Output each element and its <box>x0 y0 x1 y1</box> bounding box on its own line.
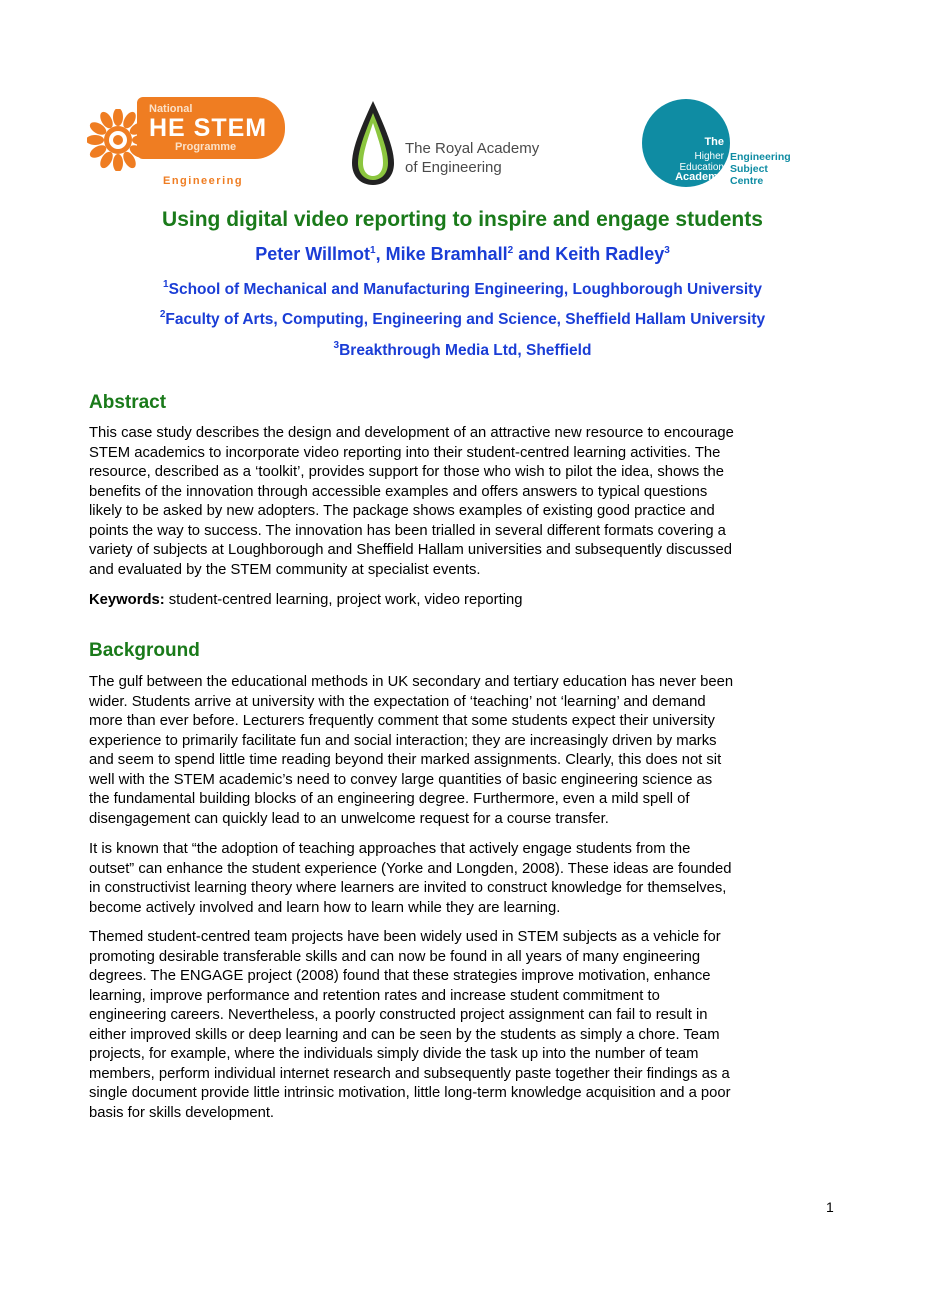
text-line: single document provide little intrinsic motivation, little long-term knowledge acquisition and a poor <box>89 1085 731 1101</box>
text-line: variety of subjects at Loughborough and Sheffield Hallam universities and subsequently discussed <box>89 542 732 558</box>
royal-academy-logo <box>350 99 550 189</box>
affiliation-3 <box>0 342 925 360</box>
text-line: Themed student-centred team projects have been widely used in STEM subjects as a vehicle for <box>89 929 721 945</box>
background-paragraph-1 <box>89 673 849 829</box>
text-line: basis for skills development. <box>89 1104 275 1121</box>
author-1-sup: 1 <box>370 245 376 256</box>
author-line <box>0 244 925 265</box>
hea-circle-line2: Higher <box>694 151 724 162</box>
text-line: and evaluated by the STEM community at specialist events. <box>89 561 481 578</box>
affiliation-2 <box>0 311 925 329</box>
he-stem-line1: National <box>149 103 193 115</box>
background-paragraph-2 <box>89 840 849 918</box>
he-stem-badge <box>137 97 285 159</box>
he-stem-line3: Programme <box>175 141 237 153</box>
author-2: , Mike Bramhall <box>375 244 508 264</box>
text-line: outset” can enhance the student experience (Yorke and Longden, 2008). These ideas are founded <box>89 860 732 877</box>
hea-subject-centre-text <box>730 151 791 187</box>
hea-circle-line3: Education <box>679 162 724 173</box>
keywords-text: student-centred learning, project work, video reporting <box>164 592 523 608</box>
text-line: in constructivist learning theory where learners are invited to construct knowledge for themselves, <box>89 880 727 896</box>
affiliation-1 <box>0 281 925 299</box>
text-line: STEM academics to incorporate video reporting into their student-centred learning activities. The <box>89 444 721 461</box>
text-line: likely to be asked by new adopters. The package shows examples of existing good practice and <box>89 503 715 519</box>
text-line: disengagement can quickly lead to an unwelcome request for a course transfer. <box>89 810 609 827</box>
keywords-label: Keywords: <box>89 592 165 608</box>
text-line: degrees. The ENGAGE project (2008) found that these strategies improve motivation, enhance <box>89 968 711 984</box>
abstract-paragraph <box>89 424 849 580</box>
author-2-sup: 2 <box>507 245 514 256</box>
affiliation-2-sup: 2 <box>159 309 166 320</box>
text-line: promoting desirable transferable skills and can now be found in all years of many engineering <box>89 948 701 965</box>
text-line: wider. Students arrive at university with the expectation of ‘teaching’ not ‘learning’ and demand <box>89 693 706 710</box>
text-line: experience to primarily facilitate fun and social interaction; they are increasingly driven by marks <box>89 732 717 749</box>
hea-right-line2: Subject <box>730 163 768 175</box>
author-3-sup: 3 <box>664 245 670 256</box>
text-line: points the way to success. The innovation has been trialled in several different formats covering a <box>89 522 726 539</box>
background-heading: Background <box>89 640 200 661</box>
hea-right-line3: Centre <box>730 175 764 187</box>
keywords-line <box>89 591 849 611</box>
affiliation-3-text: Breakthrough Media Ltd, Sheffield <box>339 342 592 359</box>
header-logos <box>0 95 925 195</box>
text-line: The gulf between the educational methods in UK secondary and tertiary education has never been <box>89 674 734 690</box>
hea-engineering-logo <box>642 99 802 191</box>
page-number: 1 <box>826 1199 834 1215</box>
text-line: resource, described as a ‘toolkit’, provides support for those who wish to pilot the idea, shows the <box>89 464 724 480</box>
text-line: either improved skills or deep learning and can be seen by the students as simply a chore. Team <box>89 1026 720 1043</box>
he-stem-line2: HE STEM <box>149 114 268 142</box>
royal-academy-line1: The Royal Academy <box>405 140 540 157</box>
background-paragraph-3 <box>89 928 849 1123</box>
paper-title: Using digital video reporting to inspire and engage students <box>162 208 763 231</box>
he-stem-line4: Engineering <box>163 175 244 187</box>
text-line: This case study describes the design and development of an attractive new resource to encourage <box>89 425 734 441</box>
text-line: benefits of the innovation through accessible examples and offers answers to typical questions <box>89 483 708 500</box>
text-line: projects, for example, where the individuals simply divide the task up into the number of team <box>89 1046 699 1062</box>
text-line: and seem to spend little time reading beyond their marked assignments. Clearly, this does not sit <box>89 752 722 768</box>
affiliation-3-sup: 3 <box>333 340 340 351</box>
text-line: engineering careers. Nevertheless, a poorly constructed project assignment can fail to result in <box>89 1007 708 1023</box>
text-line: well with the STEM academic’s need to convey large quantities of basic engineering science as <box>89 771 713 788</box>
hea-circle-line1: The <box>704 136 724 148</box>
affiliation-1-text: School of Mechanical and Manufacturing Engineering, Loughborough University <box>168 281 762 298</box>
text-line: become actively involved and learn how to learn while they are learning. <box>89 899 561 916</box>
royal-academy-line2: of Engineering <box>405 159 502 176</box>
text-line: learning, improve performance and retention rates and increase student commitment to <box>89 987 660 1004</box>
text-line: It is known that “the adoption of teaching approaches that actively engage students from the <box>89 841 691 857</box>
author-1: Peter Willmot <box>255 244 371 264</box>
he-stem-logo <box>87 97 287 189</box>
affiliation-2-text: Faculty of Arts, Computing, Engineering and Science, Sheffield Hallam University <box>165 311 766 328</box>
text-line: the fundamental building blocks of an engineering degree. Furthermore, even a mild spell of <box>89 791 690 807</box>
royal-academy-text <box>405 139 539 177</box>
affiliation-1-sup: 1 <box>163 279 169 290</box>
hea-circle-line4: Academy <box>675 171 724 183</box>
author-3: and Keith Radley <box>513 244 665 264</box>
hea-right-line1: Engineering <box>730 151 791 163</box>
text-line: more than ever before. Lecturers frequently comment that some students expect their university <box>89 713 715 729</box>
drop-emblem-icon <box>350 99 396 187</box>
abstract-heading: Abstract <box>89 392 167 413</box>
text-line: members, perform individual internet research and subsequently paste together their findings as a <box>89 1065 730 1082</box>
